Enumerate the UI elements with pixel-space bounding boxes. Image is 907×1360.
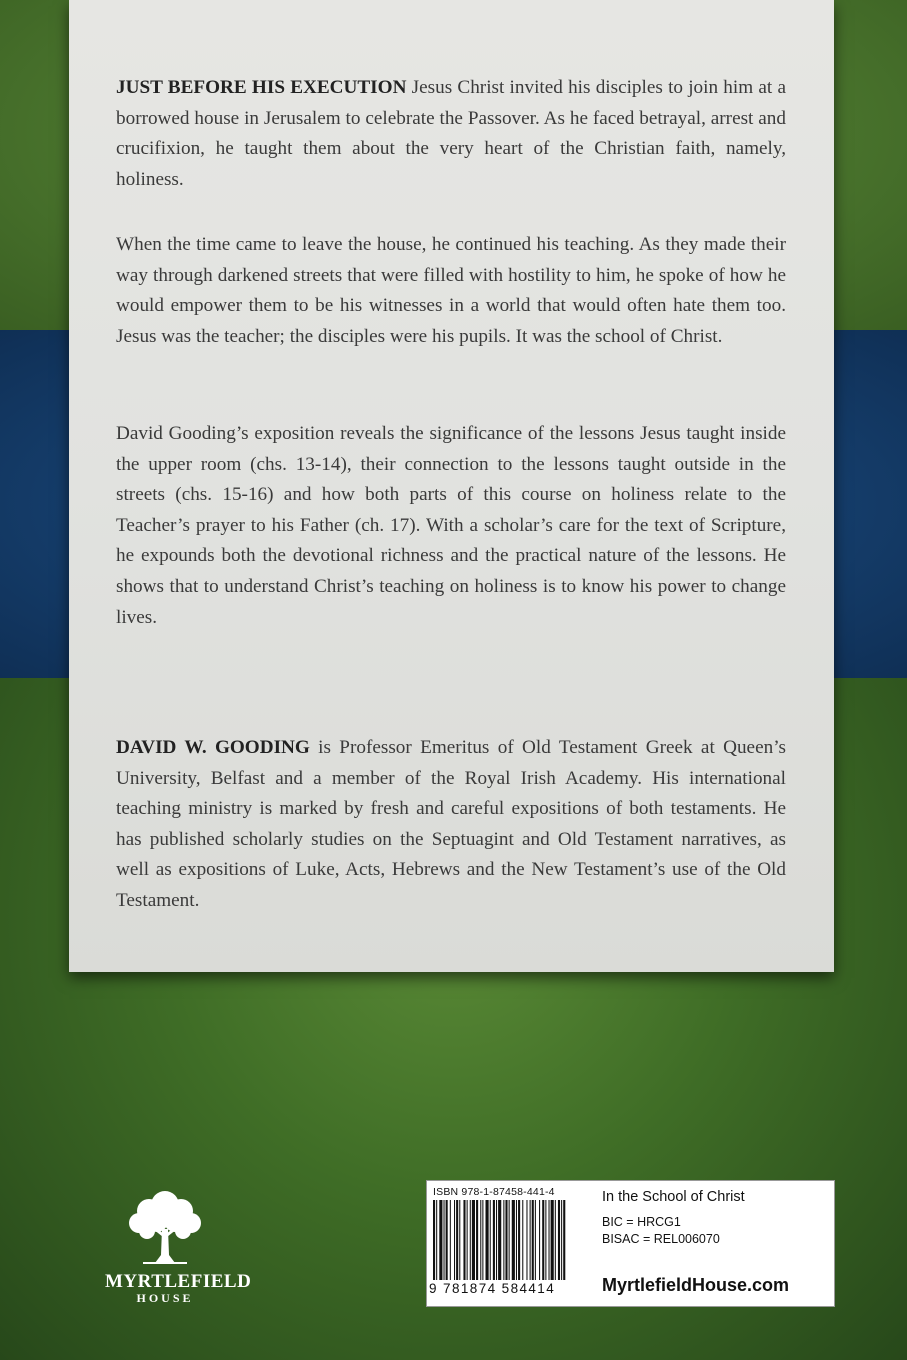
barcode-bar [472, 1200, 475, 1280]
barcode-bar [561, 1200, 562, 1280]
barcode-bar [456, 1200, 458, 1280]
second-paragraph: When the time came to leave the house, he continued his teaching. As they made their way through darkened streets that were filled with hostility to him, he spoke of how he would empower them to be his witnesses in a world that would often hate them too. Jesus was the teacher; the disciples were his pupils. It was the school of Christ. [116, 234, 786, 347]
barcode-bar [482, 1200, 483, 1280]
publisher-website: MyrtlefieldHouse.com [602, 1275, 790, 1295]
barcode-bars [433, 1200, 593, 1282]
barcode-bar [454, 1200, 455, 1280]
bisac-code: BISAC = REL006070 [602, 1232, 720, 1246]
barcode-bar [549, 1200, 550, 1280]
tree-icon [123, 1185, 207, 1267]
barcode-bar [498, 1200, 501, 1280]
publisher-sub: HOUSE [136, 1291, 194, 1305]
barcode-bar [476, 1200, 478, 1280]
barcode-bar [433, 1200, 435, 1280]
barcode-bar [532, 1200, 534, 1280]
barcode-bar [496, 1200, 497, 1280]
publisher-logo [105, 1185, 252, 1306]
isbn-label: ISBN 978-1-87458-441-4 [433, 1186, 555, 1198]
barcode-bar [526, 1200, 527, 1280]
barcode-bar [516, 1200, 517, 1280]
barcode-bar [563, 1200, 565, 1280]
barcode-bar [539, 1200, 540, 1280]
author-bio [116, 733, 786, 917]
barcode-bar [493, 1200, 495, 1280]
intro-paragraph [116, 73, 786, 195]
barcode-bar [463, 1200, 465, 1280]
barcode-bar [450, 1200, 451, 1280]
barcode-bar [439, 1200, 442, 1280]
publisher-name: MYRTLEFIELD [105, 1271, 252, 1292]
barcode-bar [486, 1200, 489, 1280]
barcode-bar [518, 1200, 520, 1280]
barcode-bar [503, 1200, 504, 1280]
barcode-bar [444, 1200, 445, 1280]
barcode-bar [480, 1200, 481, 1280]
bic-code: BIC = HRCG1 [602, 1215, 681, 1229]
barcode-bar [535, 1200, 536, 1280]
book-info [602, 1189, 745, 1248]
barcode-bar [490, 1200, 491, 1280]
barcode-bar [467, 1200, 468, 1280]
barcode-bar [522, 1200, 523, 1280]
intro-text: Jesus Christ invited his disciples to join him at a borrowed house in Jerusalem to celebrate the Passover. As he faced betrayal, arrest and crucifixion, he taught them about the very heart of the Christian faith, namely, holiness. [116, 77, 786, 190]
barcode-bar [530, 1200, 531, 1280]
barcode-bar [555, 1200, 556, 1280]
third-paragraph: David Gooding’s exposition reveals the significance of the lessons Jesus taught inside the upper room (chs. 13-14), their connection to the lessons taught outside in the streets (chs. 15-16) and how both parts of this course on holiness relate to the Teacher’s prayer to his Father (ch. 17). With a scholar’s care for the text of Scripture, he expounds both the devotional richness and the practical nature of the lessons. He shows that to understand Christ’s teaching on holiness is to know his power to change lives. [116, 423, 786, 628]
barcode-bar [505, 1200, 507, 1280]
barcode-bar [558, 1200, 560, 1280]
barcode-bar [551, 1200, 554, 1280]
barcode-digits: 9 781874 584414 [429, 1281, 556, 1296]
barcode-box [426, 1180, 835, 1307]
barcode-bar [542, 1200, 544, 1280]
barcode-bar [512, 1200, 515, 1280]
barcode-bar [509, 1200, 510, 1280]
barcode-bar [545, 1200, 546, 1280]
author-bio-text: is Professor Emeritus of Old Testament Greek at Queen’s University, Belfast and a member of the Royal Irish Academy. His international teaching ministry is marked by fresh and careful expositions of both testaments. He has published scholarly studies on the Septuagint and Old Testament narratives, as well as expositions of Luke, Acts, Hebrews and the New Testament’s use of the Old Testament. [116, 737, 786, 911]
intro-lead: JUST BEFORE HIS EXECUTION [116, 77, 407, 98]
barcode-bar [459, 1200, 460, 1280]
barcode-bar [446, 1200, 448, 1280]
barcode-bar [470, 1200, 471, 1280]
author-name: DAVID W. GOODING [116, 737, 310, 758]
book-title: In the School of Christ [602, 1189, 745, 1205]
barcode-bar [436, 1200, 437, 1280]
